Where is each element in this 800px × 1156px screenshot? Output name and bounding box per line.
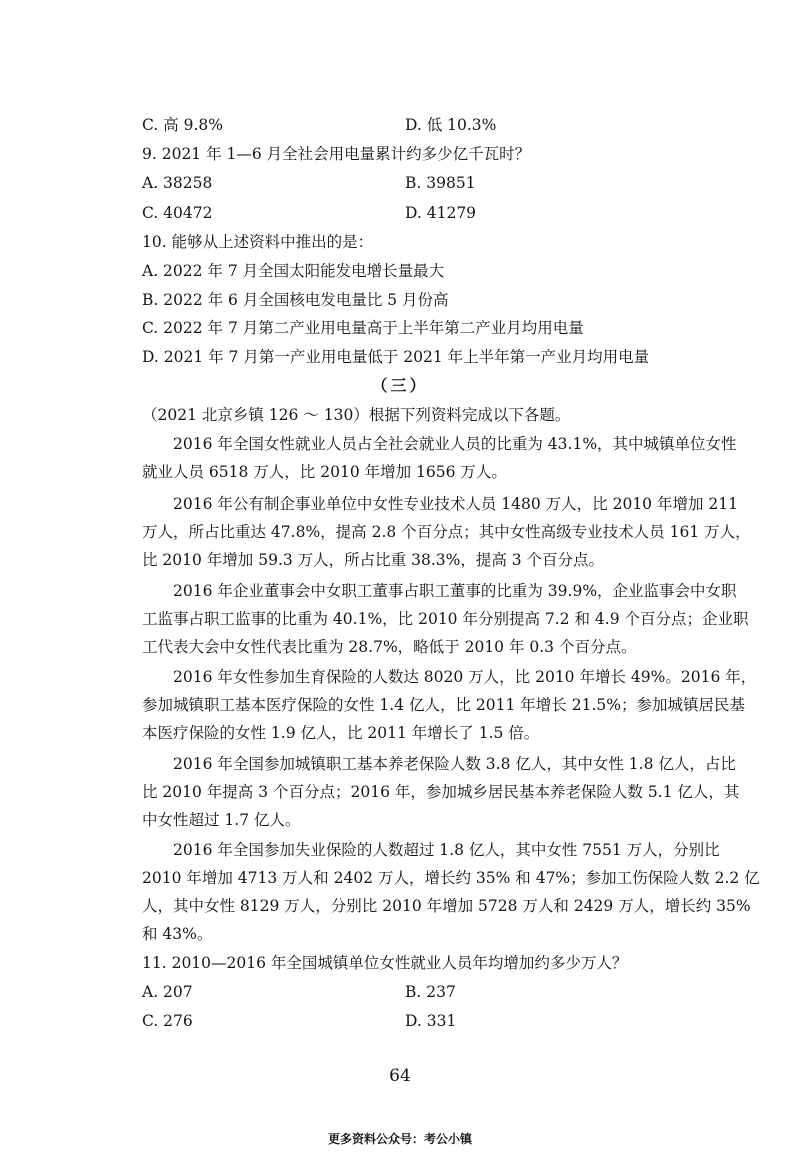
q11-stem: 11. 2010—2016 年全国城镇单位女性就业人员年均增加约多少万人？ xyxy=(142,954,628,972)
paragraph-3-line-3: 工代表大会中女性代表比重为 28.7%，略低于 2010 年 0.3 个百分点。 xyxy=(142,638,637,656)
q9-option-c: C. 40472 xyxy=(142,204,213,222)
q8-option-c: C. 高 9.8% xyxy=(142,116,223,134)
q9-stem: 9. 2021 年 1—6 月全社会用电量累计约多少亿千瓦时？ xyxy=(142,145,531,163)
q10-option-d: D. 2021 年 7 月第一产业用电量低于 2021 年上半年第一产业月均用电量 xyxy=(142,348,650,366)
material-intro: （2021 北京乡镇 126 ～ 130）根据下列资料完成以下各题。 xyxy=(142,406,571,424)
q11-option-a: A. 207 xyxy=(142,983,193,1001)
q9-option-a: A. 38258 xyxy=(142,174,213,192)
section-heading: （三） xyxy=(371,376,429,395)
q9-option-b: B. 39851 xyxy=(405,174,476,192)
q10-option-b: B. 2022 年 6 月全国核电发电量比 5 月份高 xyxy=(142,291,449,309)
paragraph-2-line-2: 万人，所占比重达 47.8%，提高 2.8 个百分点；其中女性高级专业技术人员 161 万人， xyxy=(142,523,751,541)
paragraph-3-line-1: 2016 年企业董事会中女职工董事占职工董事的比重为 39.9%，企业监事会中女职 xyxy=(173,582,737,600)
paragraph-2-line-3: 比 2010 年增加 59.3 万人，所占比重 38.3%，提高 3 个百分点。 xyxy=(142,551,605,569)
paragraph-5-line-3: 中女性超过 1.7 亿人。 xyxy=(142,811,301,829)
q9-option-d: D. 41279 xyxy=(405,204,477,222)
page-number: 64 xyxy=(389,1066,411,1086)
paragraph-5-line-1: 2016 年全国参加城镇职工基本养老保险人数 3.8 亿人，其中女性 1.8 亿人，占比 xyxy=(173,755,736,773)
paragraph-6-line-2: 2010 年增加 4713 万人和 2402 万人，增长约 35% 和 47%；参加工伤保险人数 2.2 亿 xyxy=(142,869,760,887)
paragraph-1-line-1: 2016 年全国女性就业人员占全社会就业人员的比重为 43.1%，其中城镇单位女性 xyxy=(173,435,737,453)
paragraph-2-line-1: 2016 年公有制企事业单位中女性专业技术人员 1480 万人，比 2010 年增加 211 xyxy=(173,495,738,513)
q10-stem: 10. 能够从上述资料中推出的是： xyxy=(142,233,374,251)
paragraph-5-line-2: 比 2010 年提高 3 个百分点；2016 年，参加城乡居民基本养老保险人数 5.1 亿人，其 xyxy=(142,783,740,801)
q8-option-d: D. 低 10.3% xyxy=(405,116,497,134)
footer-note: 更多资料公众号：考公小镇 xyxy=(327,1132,472,1146)
q11-option-b: B. 237 xyxy=(405,983,456,1001)
paragraph-6-line-1: 2016 年全国参加失业保险的人数超过 1.8 亿人，其中女性 7551 万人，分别比 xyxy=(173,841,720,859)
paragraph-6-line-4: 和 43%。 xyxy=(142,925,213,943)
paragraph-1-line-2: 就业人员 6518 万人，比 2010 年增加 1656 万人。 xyxy=(142,463,507,481)
paragraph-4-line-2: 参加城镇职工基本医疗保险的女性 1.4 亿人，比 2011 年增长 21.5%；参加城镇居民基 xyxy=(142,696,745,714)
q11-option-c: C. 276 xyxy=(142,1012,193,1030)
q10-option-a: A. 2022 年 7 月全国太阳能发电增长量最大 xyxy=(142,262,445,280)
paragraph-6-line-3: 人，其中女性 8129 万人，分别比 2010 年增加 5728 万人和 2429 万人，增长约 35% xyxy=(142,897,751,915)
q11-option-d: D. 331 xyxy=(405,1012,457,1030)
paragraph-4-line-3: 本医疗保险的女性 1.9 亿人，比 2011 年增长了 1.5 倍。 xyxy=(142,724,540,742)
paragraph-4-line-1: 2016 年女性参加生育保险的人数达 8020 万人，比 2010 年增长 49%。2016 年， xyxy=(173,668,757,686)
q10-option-c: C. 2022 年 7 月第二产业用电量高于上半年第二产业月均用电量 xyxy=(142,319,584,337)
paragraph-3-line-2: 工监事占职工监事的比重为 40.1%，比 2010 年分别提高 7.2 和 4.9 个百分点；企业职 xyxy=(142,610,749,628)
